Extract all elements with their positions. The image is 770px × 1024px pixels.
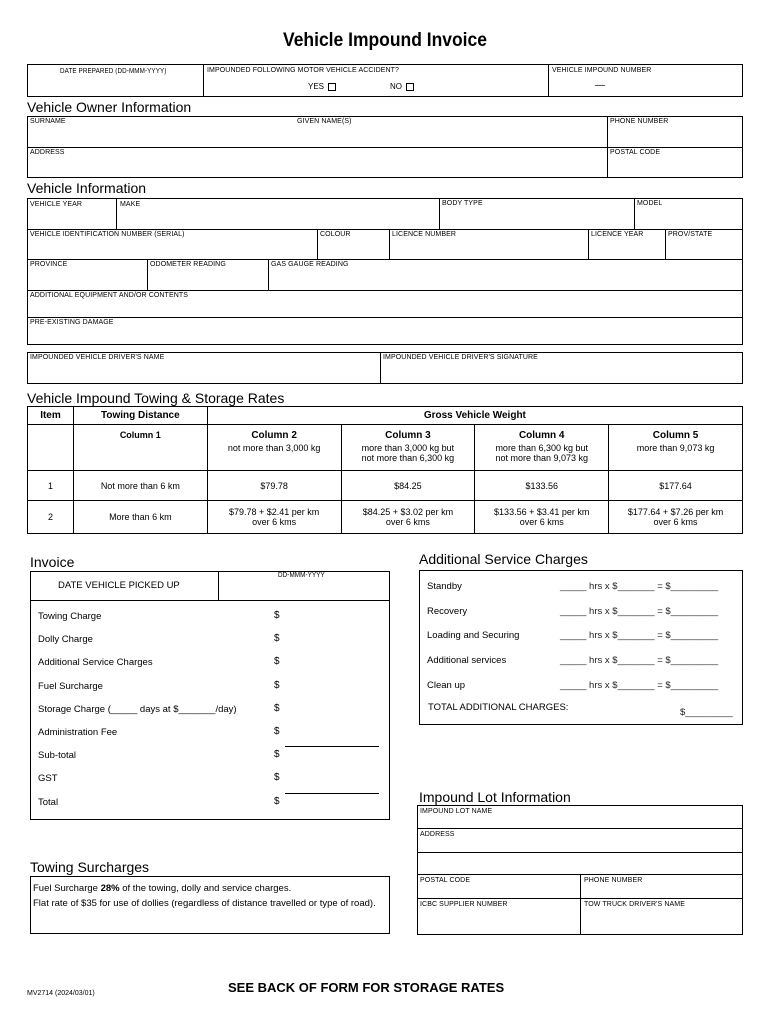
lot-address-field[interactable]: ADDRESS — [420, 831, 455, 838]
sub-total-amount-field[interactable]: $ — [274, 749, 280, 760]
impound-number-value[interactable]: — — [595, 80, 605, 91]
icbc-supplier-field[interactable]: ICBC SUPPLIER NUMBER — [420, 901, 508, 908]
towing-charge-label: Towing Charge — [38, 611, 102, 622]
row-item: 2 — [28, 501, 74, 534]
surname-field[interactable]: SURNAME — [30, 118, 66, 125]
storage-charge-label: Storage Charge (_____ days at $_______/day) — [38, 704, 237, 715]
standby-charge-field[interactable]: _____ hrs x $_______ = $_________ — [560, 581, 719, 592]
row-rate: $79.78 — [207, 471, 341, 501]
additional-services-charge-field[interactable]: _____ hrs x $_______ = $_________ — [560, 655, 719, 666]
lot-postal-field[interactable]: POSTAL CODE — [420, 877, 471, 884]
col3-header: Column 3 — [385, 430, 431, 441]
lot-name-field[interactable]: IMPOUND LOT NAME — [420, 808, 493, 815]
no-checkbox[interactable] — [406, 83, 414, 91]
row-rate: $79.78 + $2.41 per km over 6 kms — [207, 501, 341, 534]
total-additional-field[interactable]: $_________ — [680, 707, 733, 718]
lot-phone-field[interactable]: PHONE NUMBER — [584, 877, 643, 884]
loading-securing-charge-field[interactable]: _____ hrs x $_______ = $_________ — [560, 630, 719, 641]
accident-no-option[interactable]: NO — [390, 82, 414, 91]
owner-postal-field[interactable]: POSTAL CODE — [610, 149, 661, 156]
fuel-surcharge-text: Fuel Surcharge 28% of the towing, dolly and service charges. — [33, 883, 292, 894]
recovery-charge-field[interactable]: _____ hrs x $_______ = $_________ — [560, 606, 719, 617]
invoice-section-heading: Invoice — [30, 554, 75, 570]
total-rule — [285, 793, 379, 794]
item-header: Item — [28, 407, 74, 425]
row-distance: More than 6 km — [73, 501, 207, 534]
col4-subheader: more than 6,300 kg but not more than 9,073 kg — [495, 443, 588, 463]
impound-number-label: VEHICLE IMPOUND NUMBER — [552, 67, 652, 74]
surcharges-section-heading: Towing Surcharges — [30, 859, 150, 875]
total-additional-label: TOTAL ADDITIONAL CHARGES: — [428, 702, 569, 713]
dolly-charge-amount-field[interactable]: $ — [274, 633, 280, 644]
gst-amount-field[interactable]: $ — [274, 772, 280, 783]
invoice-box — [30, 571, 390, 820]
owner-address-field[interactable]: ADDRESS — [30, 149, 65, 156]
colour-field[interactable]: COLOUR — [320, 231, 351, 238]
col4-header: Column 4 — [518, 430, 565, 441]
col5-header: Column 5 — [652, 430, 699, 441]
lot-section-heading: Impound Lot Information — [419, 789, 571, 805]
given-names-field[interactable]: GIVEN NAME(S) — [297, 118, 352, 125]
yes-checkbox[interactable] — [328, 83, 336, 91]
gas-gauge-field[interactable]: GAS GAUGE READING — [271, 261, 349, 268]
vin-field[interactable]: VEHICLE IDENTIFICATION NUMBER (SERIAL) — [30, 231, 185, 238]
col2-header: Column 2 — [251, 430, 297, 441]
form-title: Vehicle Impound Invoice — [282, 30, 487, 51]
total-label: Total — [38, 797, 59, 808]
owner-phone-field[interactable]: PHONE NUMBER — [610, 118, 669, 125]
administration-fee-amount-field[interactable]: $ — [274, 726, 280, 737]
subtotal-rule — [285, 746, 379, 747]
owner-section-heading: Vehicle Owner Information — [27, 99, 192, 115]
towing-charge-amount-field[interactable]: $ — [274, 610, 280, 621]
driver-name-field[interactable]: IMPOUNDED VEHICLE DRIVER'S NAME — [30, 354, 165, 361]
accident-yes-option[interactable]: YES — [308, 82, 336, 91]
driver-signature-field[interactable]: IMPOUNDED VEHICLE DRIVER'S SIGNATURE — [383, 354, 538, 361]
rates-section-heading: Vehicle Impound Towing & Storage Rates — [27, 390, 285, 406]
row-rate: $177.64 — [609, 471, 743, 501]
accident-question-label: IMPOUNDED FOLLOWING MOTOR VEHICLE ACCIDENT? — [207, 67, 400, 74]
row-item: 1 — [28, 471, 74, 501]
dolly-flat-rate-text: Flat rate of $35 for use of dollies (regardless of distance travelled or type of road). — [33, 898, 376, 909]
vehicle-section-heading: Vehicle Information — [27, 180, 147, 196]
table-row — [28, 501, 743, 534]
odometer-field[interactable]: ODOMETER READING — [150, 261, 226, 268]
col3-subheader: more than 3,000 kg but not more than 6,300 kg — [361, 443, 455, 463]
equipment-field[interactable]: ADDITIONAL EQUIPMENT AND/OR CONTENTS — [30, 292, 189, 299]
clean-up-charge-field[interactable]: _____ hrs x $_______ = $_________ — [560, 680, 719, 691]
additional-service-charges-label: Additional Service Charges — [38, 657, 153, 668]
standby-label: Standby — [427, 581, 462, 592]
additional-services-label: Additional services — [427, 655, 507, 666]
storage-charge-amount-field[interactable]: $ — [274, 703, 280, 714]
fuel-surcharge-amount-field[interactable]: $ — [274, 680, 280, 691]
fuel-surcharge-label: Fuel Surcharge — [38, 681, 103, 692]
form-number: MV2714 (2024/03/01) — [27, 990, 95, 997]
additional-service-charges-amount-field[interactable]: $ — [274, 656, 280, 667]
row-distance: Not more than 6 km — [73, 471, 207, 501]
tow-driver-field[interactable]: TOW TRUCK DRIVER'S NAME — [584, 901, 685, 908]
additional-section-heading: Additional Service Charges — [419, 551, 588, 567]
total-amount-field[interactable]: $ — [274, 796, 280, 807]
rates-table — [27, 406, 743, 534]
row-rate: $84.25 + $3.02 per km over 6 kms — [341, 501, 475, 534]
row-rate: $84.25 — [341, 471, 475, 501]
make-field[interactable]: MAKE — [120, 201, 141, 208]
col2-subheader: not more than 3,000 kg — [227, 443, 321, 453]
damage-field[interactable]: PRE-EXISTING DAMAGE — [30, 319, 114, 326]
col1-header: Column 1 — [119, 430, 161, 440]
licence-year-field[interactable]: LICENCE YEAR — [591, 231, 644, 238]
administration-fee-label: Administration Fee — [38, 727, 118, 738]
model-field[interactable]: MODEL — [637, 200, 663, 207]
gst-label: GST — [38, 773, 58, 784]
vehicle-year-field[interactable]: VEHICLE YEAR — [30, 201, 83, 208]
row-rate: $177.64 + $7.26 per km over 6 kms — [609, 501, 743, 534]
see-back-notice: SEE BACK OF FORM FOR STORAGE RATES — [228, 980, 505, 995]
col5-subheader: more than 9,073 kg — [636, 443, 715, 453]
row-rate: $133.56 — [475, 471, 609, 501]
date-prepared-label: DATE PREPARED (DD-MMM-YYYY) — [60, 68, 167, 75]
dolly-charge-label: Dolly Charge — [38, 634, 93, 645]
recovery-label: Recovery — [427, 606, 468, 617]
row-rate: $133.56 + $3.41 per km over 6 kms — [475, 501, 609, 534]
province-field[interactable]: PROVINCE — [30, 261, 68, 268]
loading-securing-label: Loading and Securing — [427, 630, 520, 641]
licence-number-field[interactable]: LICENCE NUMBER — [392, 231, 457, 238]
picked-up-date-field[interactable]: DD-MMM-YYYY — [278, 572, 325, 579]
clean-up-label: Clean up — [427, 680, 466, 691]
table-row — [28, 471, 743, 501]
body-type-field[interactable]: BODY TYPE — [442, 200, 483, 207]
gvw-header: Gross Vehicle Weight — [207, 407, 742, 425]
prov-state-field[interactable]: PROV/STATE — [668, 231, 713, 238]
towing-distance-header: Towing Distance — [73, 407, 207, 425]
picked-up-label: DATE VEHICLE PICKED UP — [58, 580, 180, 591]
sub-total-label: Sub-total — [38, 750, 77, 761]
